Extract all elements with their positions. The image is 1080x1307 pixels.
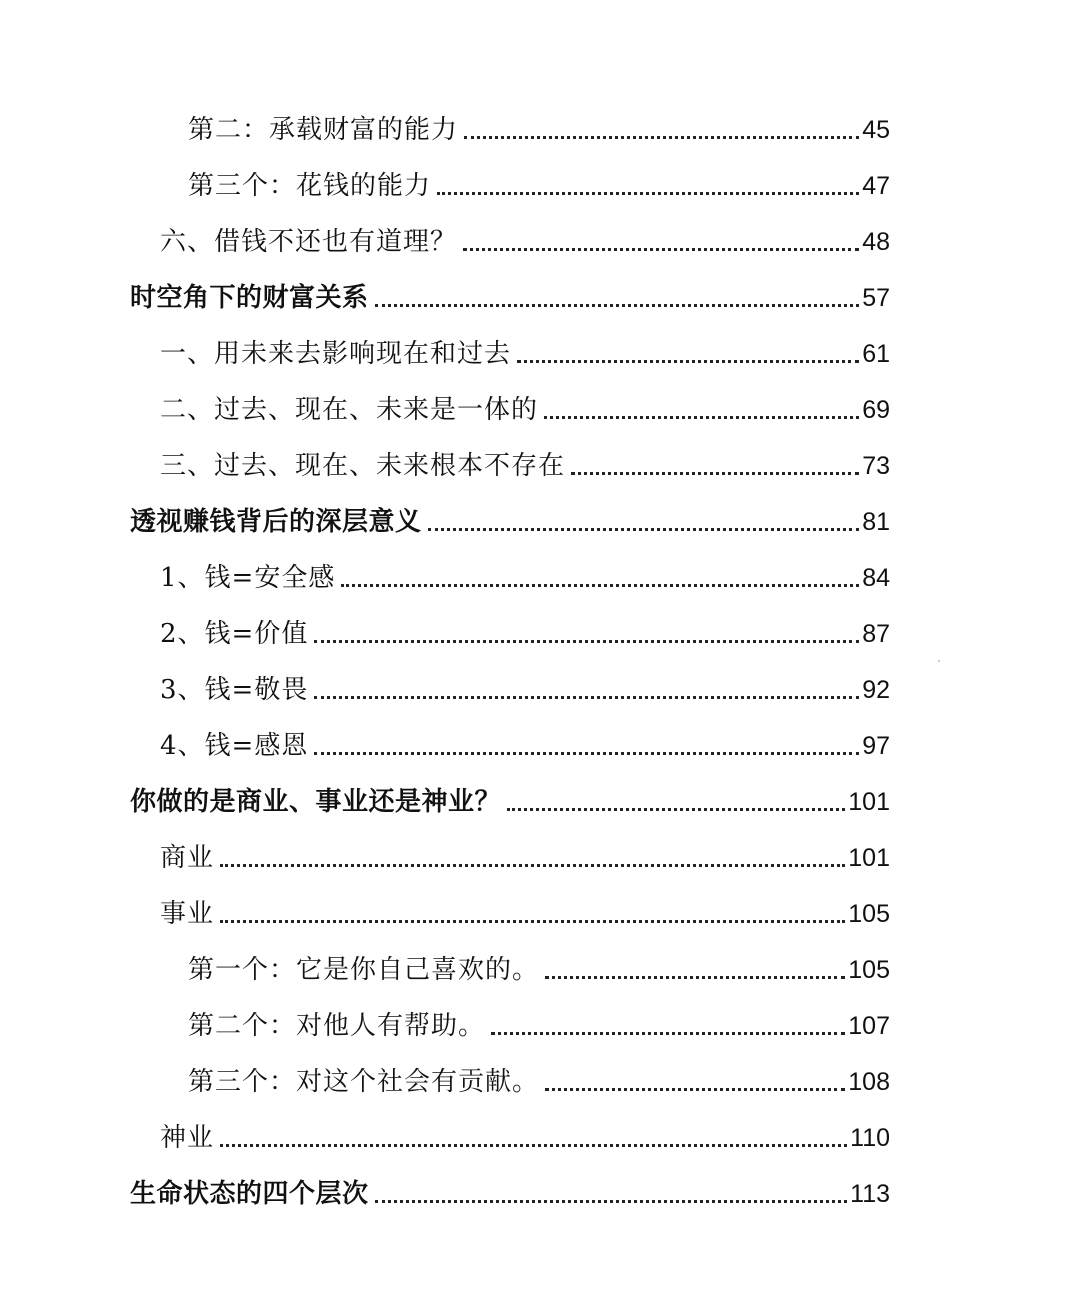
toc-entry [160,369,890,425]
toc-entry-title: 商业 [160,843,215,873]
toc-entry-page: 113 [850,1180,890,1208]
dot-leader [491,1032,845,1035]
dot-leader [517,360,859,363]
toc-entry-title: 第三个：花钱的能力 [188,171,432,201]
dot-leader [375,1200,848,1203]
dot-leader [571,472,859,475]
toc-entry [160,593,890,649]
toc-chapter-entry [130,1153,890,1209]
dot-leader [545,976,845,979]
toc-entry-title: 第一个：它是你自己喜欢的。 [188,955,540,985]
toc-entry-title: 三、过去、现在、未来根本不存在 [160,451,566,481]
toc-entry-title: 事业 [160,899,215,929]
toc-chapter-entry [130,481,890,537]
toc-entry [188,1041,890,1097]
toc-entry [188,145,890,201]
dot-leader [464,136,859,139]
toc-entry [160,201,890,257]
toc-entry-page: 87 [862,620,890,648]
toc-entry-page: 48 [862,228,890,256]
toc-chapter-entry [130,761,890,817]
toc-entry-page: 107 [848,1012,890,1040]
toc-entry-page: 101 [848,788,890,816]
toc-entry-title: 一、用未来去影响现在和过去 [160,339,512,369]
dot-leader [341,584,859,587]
toc-entry-page: 73 [862,452,890,480]
toc-entry-title: 你做的是商业、事业还是神业？ [130,787,502,817]
dot-leader [545,1088,845,1091]
toc-entry-page: 45 [862,116,890,144]
toc-entry [188,89,890,145]
toc-entry-page: 105 [848,956,890,984]
toc-entry [188,929,890,985]
toc-entry-page: 84 [862,564,890,592]
toc-entry [160,649,890,705]
toc-entry [160,705,890,761]
dot-leader [220,864,845,867]
toc-entry-page: 105 [848,900,890,928]
dot-leader [463,248,859,251]
toc-entry-title: 3、钱=敬畏 [160,675,309,705]
toc-entry [160,817,890,873]
toc-entry [160,537,890,593]
dot-leader [314,696,859,699]
toc-entry [160,425,890,481]
dot-leader [437,192,859,195]
toc-entry-page: 110 [850,1124,890,1152]
toc-entry-title: 1、钱=安全感 [160,563,336,593]
toc-entry [160,1097,890,1153]
toc-entry [160,873,890,929]
toc-entry-title: 第三个：对这个社会有贡献。 [188,1067,540,1097]
toc-entry-title: 2、钱=价值 [160,619,309,649]
toc-entry-title: 生命状态的四个层次 [130,1179,369,1209]
toc-entry-page: 81 [862,508,890,536]
toc-entry [188,985,890,1041]
toc-entry-page: 69 [862,396,890,424]
dot-leader [428,528,860,531]
toc-entry-title: 第二个：对他人有帮助。 [188,1011,486,1041]
toc-entry-page: 57 [862,284,890,312]
dot-leader [314,640,859,643]
dot-leader [375,304,860,307]
toc-entry [160,313,890,369]
dot-leader [507,808,845,811]
dot-leader [220,920,845,923]
toc-entry-page: 92 [862,676,890,704]
toc-entry-title: 二、过去、现在、未来是一体的 [160,395,539,425]
scan-speck [938,660,940,662]
dot-leader [314,752,859,755]
toc-entry-page: 101 [848,844,890,872]
toc-entry-title: 透视赚钱背后的深层意义 [130,507,422,537]
toc-entry-page: 108 [848,1068,890,1096]
toc-entry-page: 47 [862,172,890,200]
dot-leader [544,416,859,419]
toc-entry-title: 神业 [160,1123,215,1153]
toc-entry-page: 61 [862,340,890,368]
dot-leader [220,1144,847,1147]
toc-entry-title: 时空角下的财富关系 [130,283,369,313]
toc-chapter-entry [130,257,890,313]
toc-entry-title: 第二：承载财富的能力 [188,115,459,145]
toc-entry-title: 4、钱=感恩 [160,731,309,761]
toc-entry-page: 97 [862,732,890,760]
toc-entry-title: 六、借钱不还也有道理？ [160,227,458,257]
